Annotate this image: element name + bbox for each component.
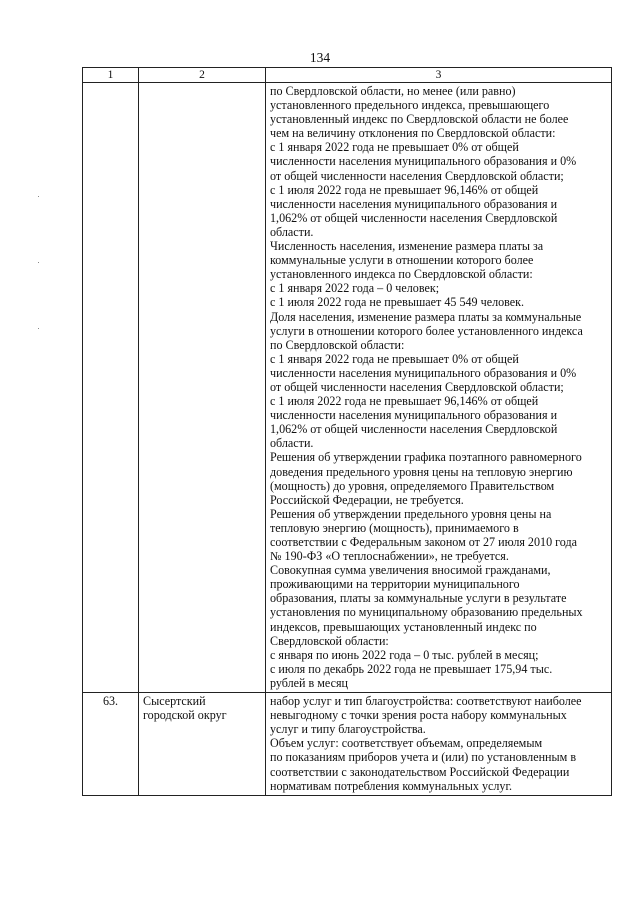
row-number-cell xyxy=(83,693,139,796)
text-line: численности населения муниципального образования и xyxy=(270,408,558,423)
text-line: численности населения муниципального образования и 0% xyxy=(270,365,577,380)
text-line: соответствии с Федеральным законом от 27 июля 2010 года xyxy=(270,535,578,549)
text-line: от общей численности населения Свердловской области; xyxy=(270,168,564,183)
text-line: Сысертский xyxy=(143,694,206,709)
text-line: проживающими на территории муниципального xyxy=(270,577,520,592)
text-line: с 1 января 2022 года – 0 человек; xyxy=(270,281,440,296)
text-line: доведения предельного уровня цены на тепловую энергию xyxy=(270,464,573,479)
document-table xyxy=(82,67,612,796)
municipality-name-cell xyxy=(139,693,266,796)
row-number: 63. xyxy=(102,694,119,709)
text-line: Объем услуг: соответствует объемам, определяемым xyxy=(270,736,543,751)
text-line: невыгодному с точки зрения роста набору коммунальных xyxy=(270,708,567,723)
text-line: № 190-ФЗ «О теплоснабжении», не требуется. xyxy=(270,549,509,564)
description-cell xyxy=(266,693,612,796)
text-line: чем на величину отклонения по Свердловской области: xyxy=(270,126,556,141)
text-line: от общей численности населения Свердловской области; xyxy=(270,379,564,394)
description-text xyxy=(266,693,611,795)
text-line: области. xyxy=(270,224,314,239)
text-line: с 1 января 2022 года не превышает 0% от общей xyxy=(270,351,519,366)
text-line: численности населения муниципального образования и 0% xyxy=(270,154,577,169)
text-line: по Свердловской области: xyxy=(270,337,405,352)
text-line: с 1 июля 2022 года не превышает 45 549 человек. xyxy=(270,295,525,310)
scan-artifact xyxy=(38,328,39,329)
text-line: 1,062% от общей численности населения Свердловской xyxy=(270,422,558,437)
text-line: Российской Федерации, не требуется. xyxy=(270,492,464,507)
text-line: соответствии с законодательством Российской Федерации xyxy=(270,764,570,779)
text-line: Численность населения, изменение размера платы за xyxy=(270,239,544,254)
text-line: с 1 января 2022 года не превышает 0% от общей xyxy=(270,140,519,155)
header-col-3: 3 xyxy=(266,68,612,83)
text-line: услуг и типу благоустройства. xyxy=(270,722,426,737)
table-row-63 xyxy=(83,693,612,796)
text-line: городской округ xyxy=(143,708,227,723)
text-line: Решения об утверждении графика поэтапного равномерного xyxy=(270,450,582,465)
municipality-name xyxy=(139,693,265,724)
table-header-row xyxy=(83,68,612,83)
description-text xyxy=(266,83,611,692)
text-line: установленный индекс по Свердловской области не более xyxy=(270,112,569,127)
text-line: Решения об утверждении предельного уровня цены на xyxy=(270,506,552,521)
text-line: с 1 июля 2022 года не превышает 96,146% от общей xyxy=(270,182,539,197)
row-number-cell xyxy=(83,83,139,693)
text-line: Совокупная сумма увеличения вносимой гражданами, xyxy=(270,563,551,578)
text-line: с июля по декабрь 2022 года не превышает 175,94 тыс. xyxy=(270,661,553,676)
text-line: установленного предельного индекса, превышающего xyxy=(270,98,550,113)
table-row-continuation xyxy=(83,83,612,693)
text-line: по Свердловской области, но менее (или равно) xyxy=(270,84,516,98)
text-line: коммунальные услуги в отношении которого более xyxy=(270,253,534,268)
text-line: рублей в месяц xyxy=(270,675,348,690)
page-number: 134 xyxy=(309,50,331,65)
text-line: (мощность) до уровня, определяемого Правительством xyxy=(270,478,555,493)
text-line: образования, платы за коммунальные услуги в результате xyxy=(270,591,567,606)
text-line: области. xyxy=(270,436,314,451)
text-line: набор услуг и тип благоустройства: соответствуют наиболее xyxy=(270,694,582,709)
description-cell xyxy=(266,83,612,693)
text-line: установления по муниципальному образованию предельных xyxy=(270,605,583,620)
text-line: с 1 июля 2022 года не превышает 96,146% от общей xyxy=(270,394,539,409)
scan-artifact xyxy=(38,262,39,263)
text-line: установленного индекса по Свердловской области: xyxy=(270,267,533,282)
text-line: индексов, превышающих установленный индекс по xyxy=(270,619,537,634)
header-col-1: 1 xyxy=(83,68,139,83)
text-line: численности населения муниципального образования и xyxy=(270,196,558,211)
header-col-2: 2 xyxy=(139,68,266,83)
text-line: Доля населения, изменение размера платы за коммунальные xyxy=(270,309,582,324)
text-line: услуги в отношении которого более установленного индекса xyxy=(270,323,583,338)
text-line: 1,062% от общей численности населения Свердловской xyxy=(270,210,558,225)
text-line: с января по июнь 2022 года – 0 тыс. рублей в месяц; xyxy=(270,647,539,662)
text-line: тепловую энергию (мощность), принимаемого в xyxy=(270,520,519,535)
municipality-name-cell xyxy=(139,83,266,693)
text-line: по показаниям приборов учета и (или) по установленным в xyxy=(270,750,577,765)
text-line: нормативам потребления коммунальных услуг. xyxy=(270,778,513,793)
scan-artifact xyxy=(38,196,39,197)
text-line: Свердловской области: xyxy=(270,633,389,648)
